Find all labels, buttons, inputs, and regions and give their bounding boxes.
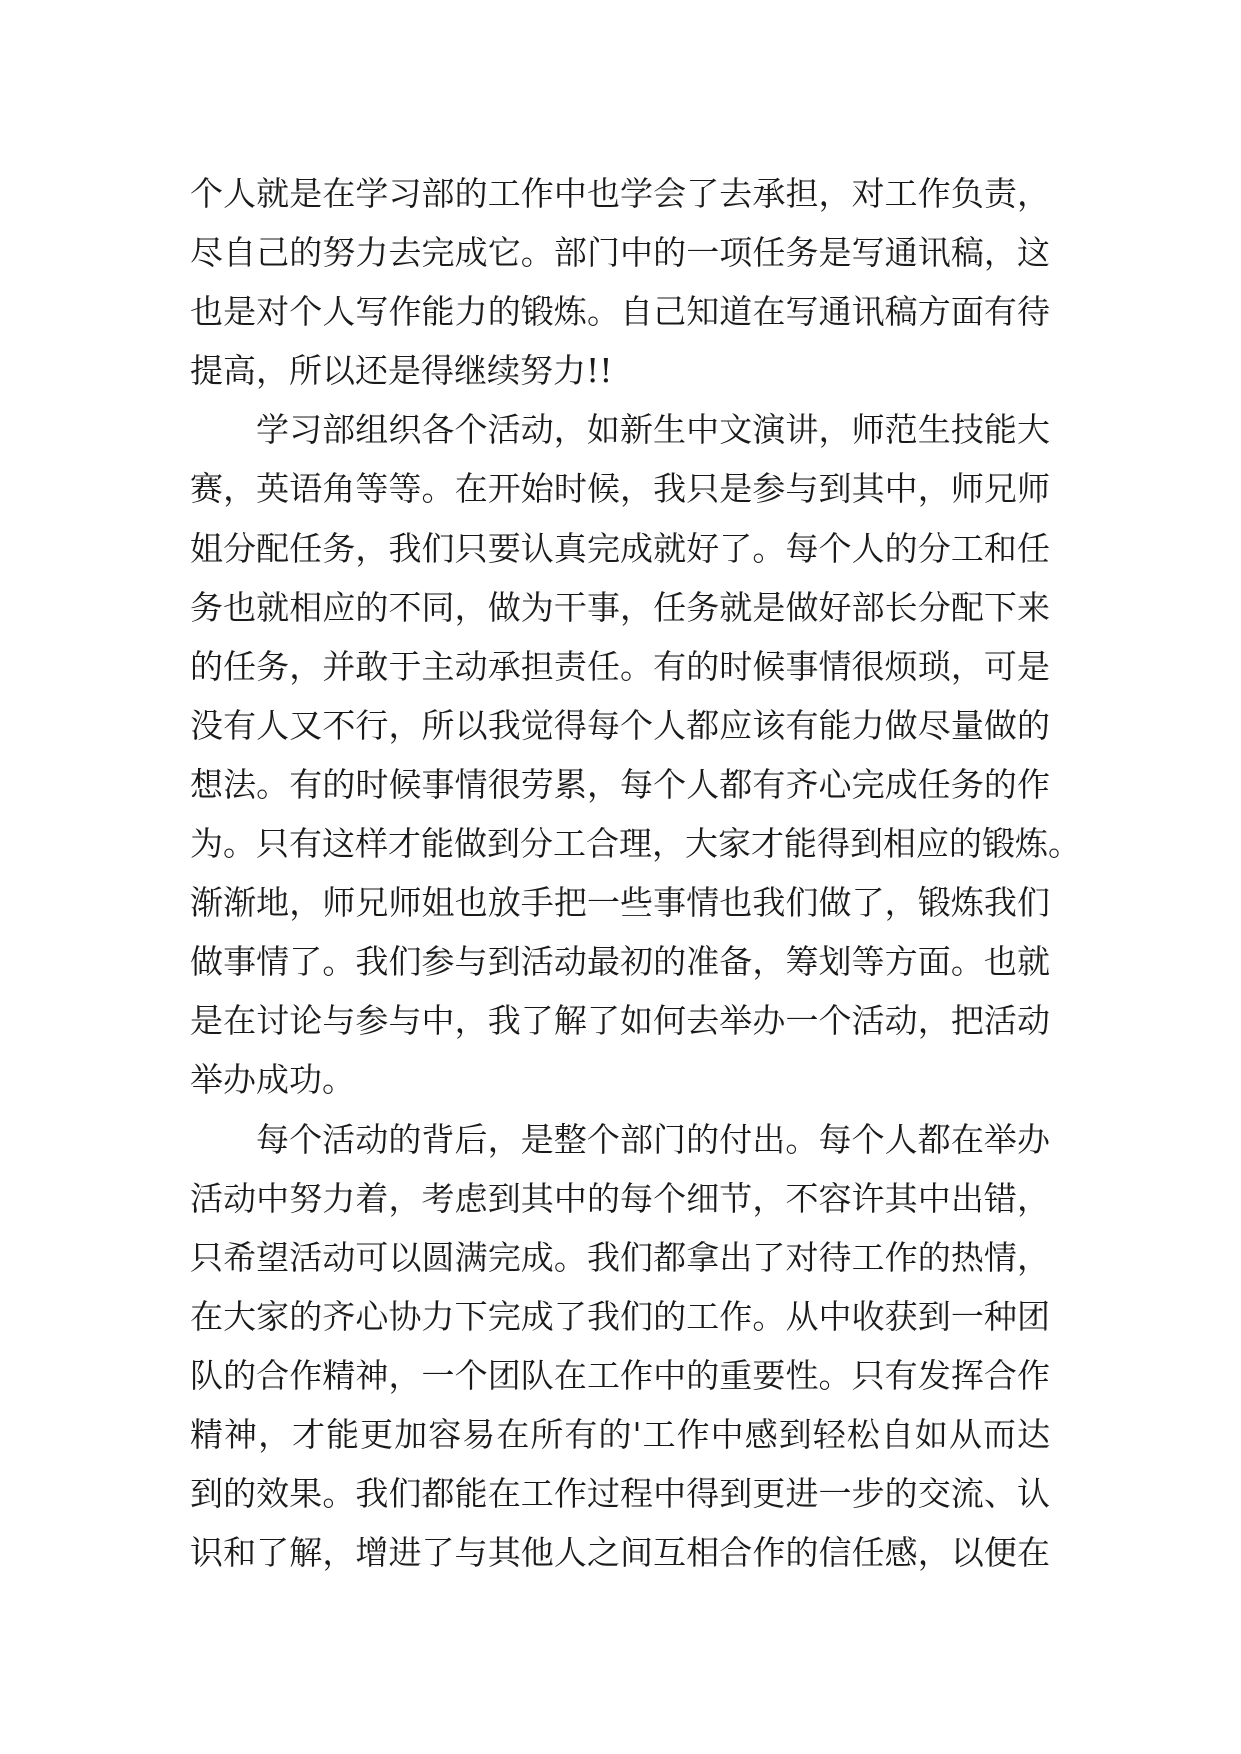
text-line: 做事情了。我们参与到活动最初的准备，筹划等方面。也就 — [190, 942, 1050, 982]
body-text — [190, 164, 1081, 1582]
text-line: 渐渐地，师兄师姐也放手把一些事情也我们做了，锻炼我们 — [190, 883, 1050, 923]
text-line: 举办成功。 — [190, 1060, 355, 1100]
text-line: 赛，英语角等等。在开始时候，我只是参与到其中，师兄师 — [190, 469, 1050, 509]
text-line: 尽自己的努力去完成它。部门中的一项任务是写通讯稿，这 — [190, 233, 1050, 273]
text-line: 想法。有的时候事情很劳累，每个人都有齐心完成任务的作 — [190, 764, 1050, 804]
text-line: 活动中努力着，考虑到其中的每个细节，不容许其中出错， — [190, 1178, 1050, 1218]
text-line: 队的合作精神，一个团队在工作中的重要性。只有发挥合作 — [190, 1355, 1050, 1395]
text-line: 个人就是在学习部的工作中也学会了去承担，对工作负责， — [190, 174, 1050, 213]
paragraph-start-line: 学习部组织各个活动，如新生中文演讲，师范生技能大 — [256, 410, 1050, 450]
text-line: 识和了解，增进了与其他人之间互相合作的信任感，以便在 — [190, 1533, 1050, 1573]
text-line: 提高，所以还是得继续努力!! — [190, 351, 613, 391]
text-line: 精神，才能更加容易在所有的'工作中感到轻松自如从而达 — [190, 1414, 1050, 1454]
text-line: 没有人又不行，所以我觉得每个人都应该有能力做尽量做的 — [190, 705, 1050, 745]
text-line: 姐分配任务，我们只要认真完成就好了。每个人的分工和任 — [190, 528, 1050, 568]
text-line: 在大家的齐心协力下完成了我们的工作。从中收获到一种团 — [190, 1296, 1050, 1336]
text-line: 也是对个人写作能力的锻炼。自己知道在写通讯稿方面有待 — [190, 292, 1050, 332]
paragraph-start-line: 每个活动的背后，是整个部门的付出。每个人都在举办 — [256, 1119, 1050, 1159]
text-line: 是在讨论与参与中，我了解了如何去举办一个活动，把活动 — [190, 1001, 1050, 1041]
text-line: 的任务，并敢于主动承担责任。有的时候事情很烦琐，可是 — [190, 646, 1050, 686]
text-line: 到的效果。我们都能在工作过程中得到更进一步的交流、认 — [190, 1474, 1050, 1514]
text-line: 为。只有这样才能做到分工合理，大家才能得到相应的锻炼。 — [190, 824, 1081, 864]
text-line: 只希望活动可以圆满完成。我们都拿出了对待工作的热情， — [190, 1237, 1050, 1277]
text-line: 务也就相应的不同，做为干事，任务就是做好部长分配下来 — [190, 587, 1050, 627]
